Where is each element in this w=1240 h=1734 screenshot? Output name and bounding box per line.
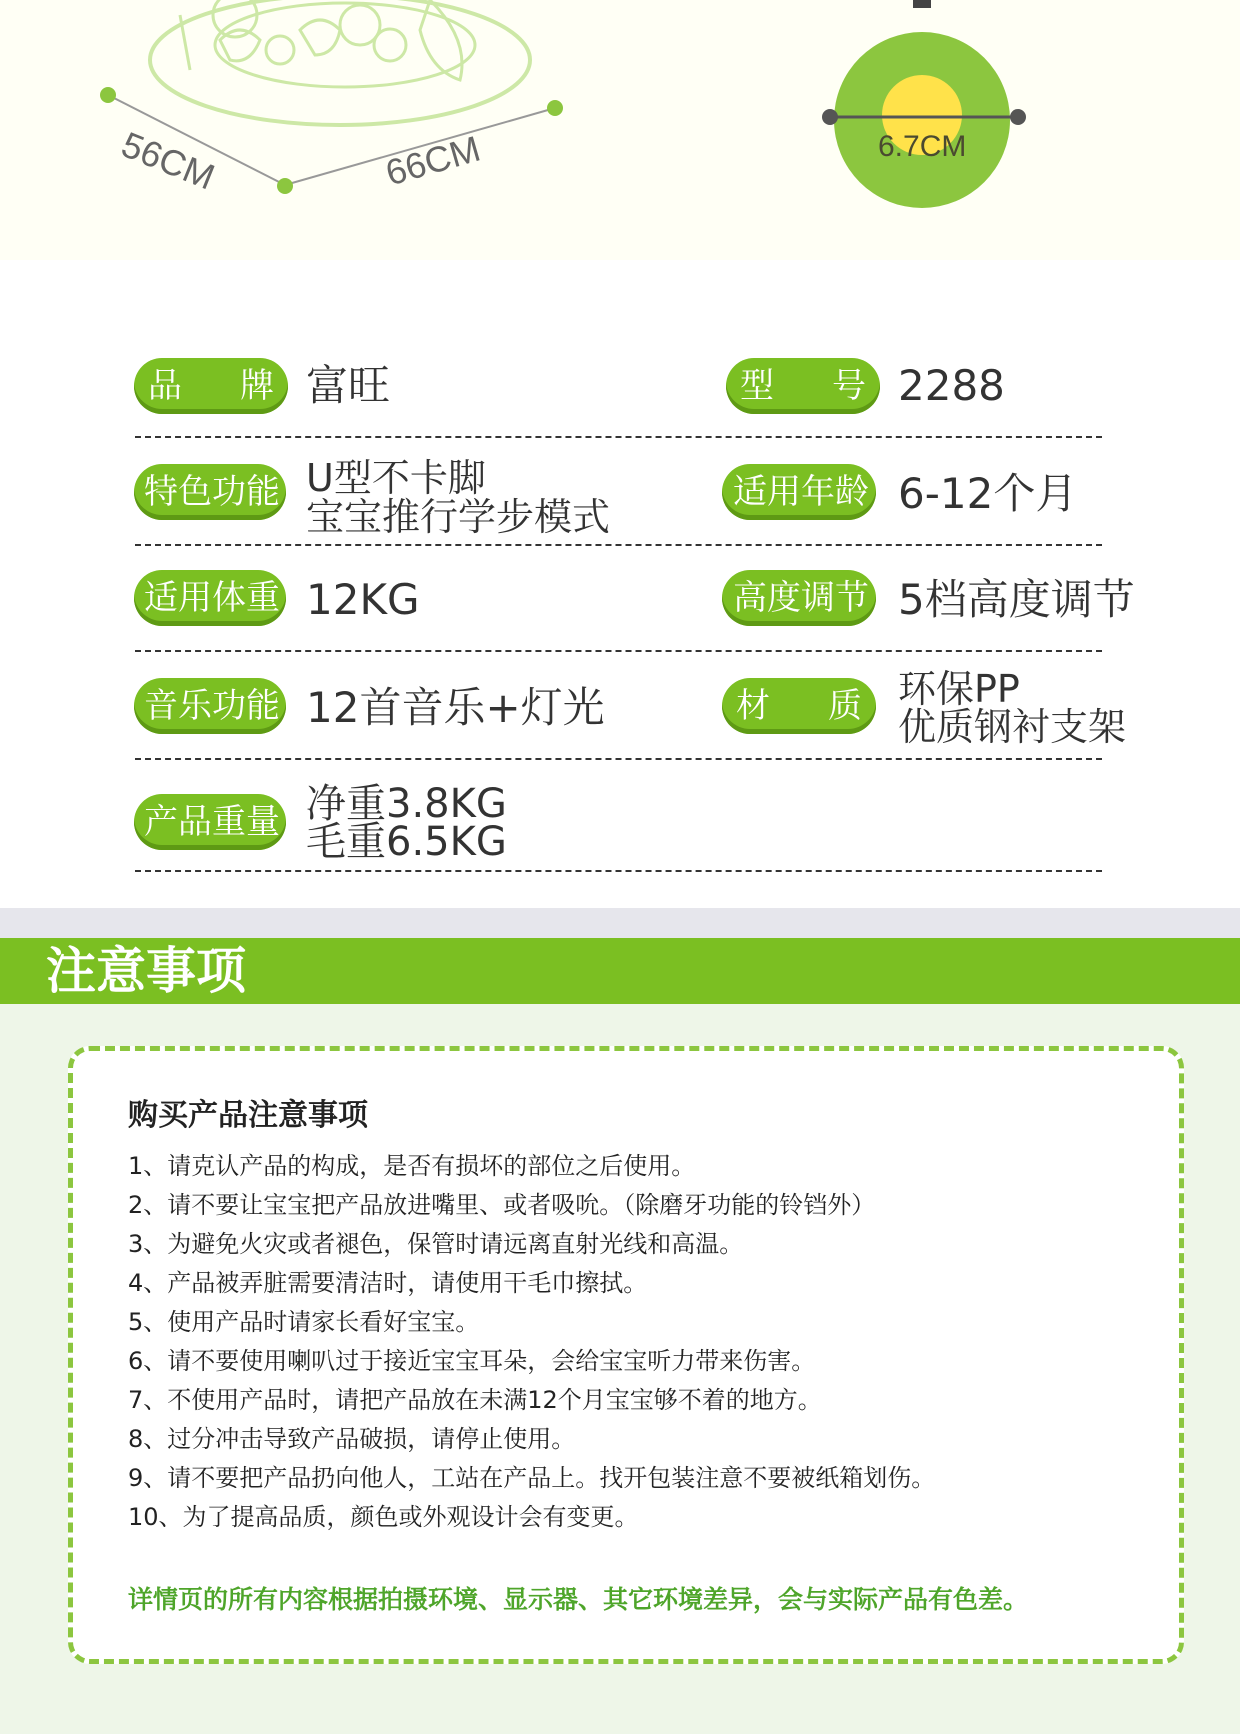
- spec-label-age: 适用年龄: [722, 464, 876, 520]
- walker-outline-illustration: [90, 0, 710, 230]
- spec-label-model: 型 号: [726, 358, 880, 414]
- notice-item: 6、请不要使用喇叭过于接近宝宝耳朵，会给宝宝听力带来伤害。: [128, 1347, 816, 1375]
- spec-value-gross-weight: 毛重6.5KG: [306, 819, 507, 865]
- spec-label-music: 音乐功能: [134, 678, 286, 734]
- spec-value-brand: 富旺: [306, 361, 391, 410]
- spec-value-features-1: U型不卡脚: [306, 456, 486, 500]
- width-dimension-label: 56CM: [116, 123, 221, 198]
- spec-label-height-adjust: 高度调节: [722, 570, 876, 626]
- product-illustration-area: [0, 0, 1240, 260]
- spec-value-model: 2288: [898, 361, 1005, 410]
- wheel-dimension-label: 6.7CM: [878, 130, 967, 163]
- spec-value-features-2: 宝宝推行学步模式: [306, 495, 611, 539]
- notice-item: 3、为避免火灾或者褪色，保管时请远离直射光线和高温。: [128, 1230, 744, 1258]
- spec-value-material-2: 优质钢衬支架: [898, 705, 1127, 749]
- spec-value-net-weight: 净重3.8KG: [306, 781, 507, 827]
- spec-label-weight-range: 适用体重: [134, 570, 286, 626]
- notice-item: 7、不使用产品时，请把产品放在未满12个月宝宝够不着的地方。: [128, 1386, 822, 1414]
- notice-item: 5、使用产品时请家长看好宝宝。: [128, 1308, 480, 1336]
- notice-item: 1、请克认产品的构成，是否有损坏的部位之后使用。: [128, 1152, 696, 1180]
- notice-item: 10、为了提高品质，颜色或外观设计会有变更。: [128, 1503, 639, 1531]
- row-divider: [135, 758, 1102, 760]
- spec-label-material: 材 质: [722, 678, 876, 734]
- notice-item: 8、过分冲击导致产品破损，请停止使用。: [128, 1425, 576, 1453]
- spec-value-age: 6-12个月: [898, 469, 1078, 518]
- spec-value-music: 12首音乐+灯光: [306, 683, 605, 732]
- wheel-illustration: [810, 0, 1050, 220]
- notice-item: 2、请不要让宝宝把产品放进嘴里、或者吸吮。（除磨牙功能的铃铛外）: [128, 1191, 876, 1219]
- spec-value-height-adjust: 5档高度调节: [898, 575, 1135, 624]
- spec-label-features: 特色功能: [134, 464, 286, 520]
- spec-label-brand: 品 牌: [134, 358, 288, 414]
- row-divider: [135, 650, 1102, 652]
- spec-label-product-weight: 产品重量: [134, 794, 286, 850]
- notice-item: 9、请不要把产品扔向他人，工站在产品上。找开包装注意不要被纸箱划伤。: [128, 1464, 936, 1492]
- section-separator: [0, 908, 1240, 938]
- row-divider: [135, 436, 1102, 438]
- length-dimension-label: 66CM: [381, 127, 485, 194]
- notice-item: 4、产品被弄脏需要清洁时，请使用干毛巾擦拭。: [128, 1269, 648, 1297]
- color-difference-note: 详情页的所有内容根据拍摄环境、显示器、其它环境差异，会与实际产品有色差。: [128, 1585, 1029, 1614]
- row-divider: [135, 544, 1102, 546]
- spec-value-weight-range: 12KG: [306, 575, 420, 624]
- row-divider: [135, 870, 1102, 872]
- notice-box-title: 购买产品注意事项: [128, 1098, 368, 1133]
- notice-section-title: 注意事项: [46, 942, 246, 1000]
- spec-value-material-1: 环保PP: [898, 667, 1020, 711]
